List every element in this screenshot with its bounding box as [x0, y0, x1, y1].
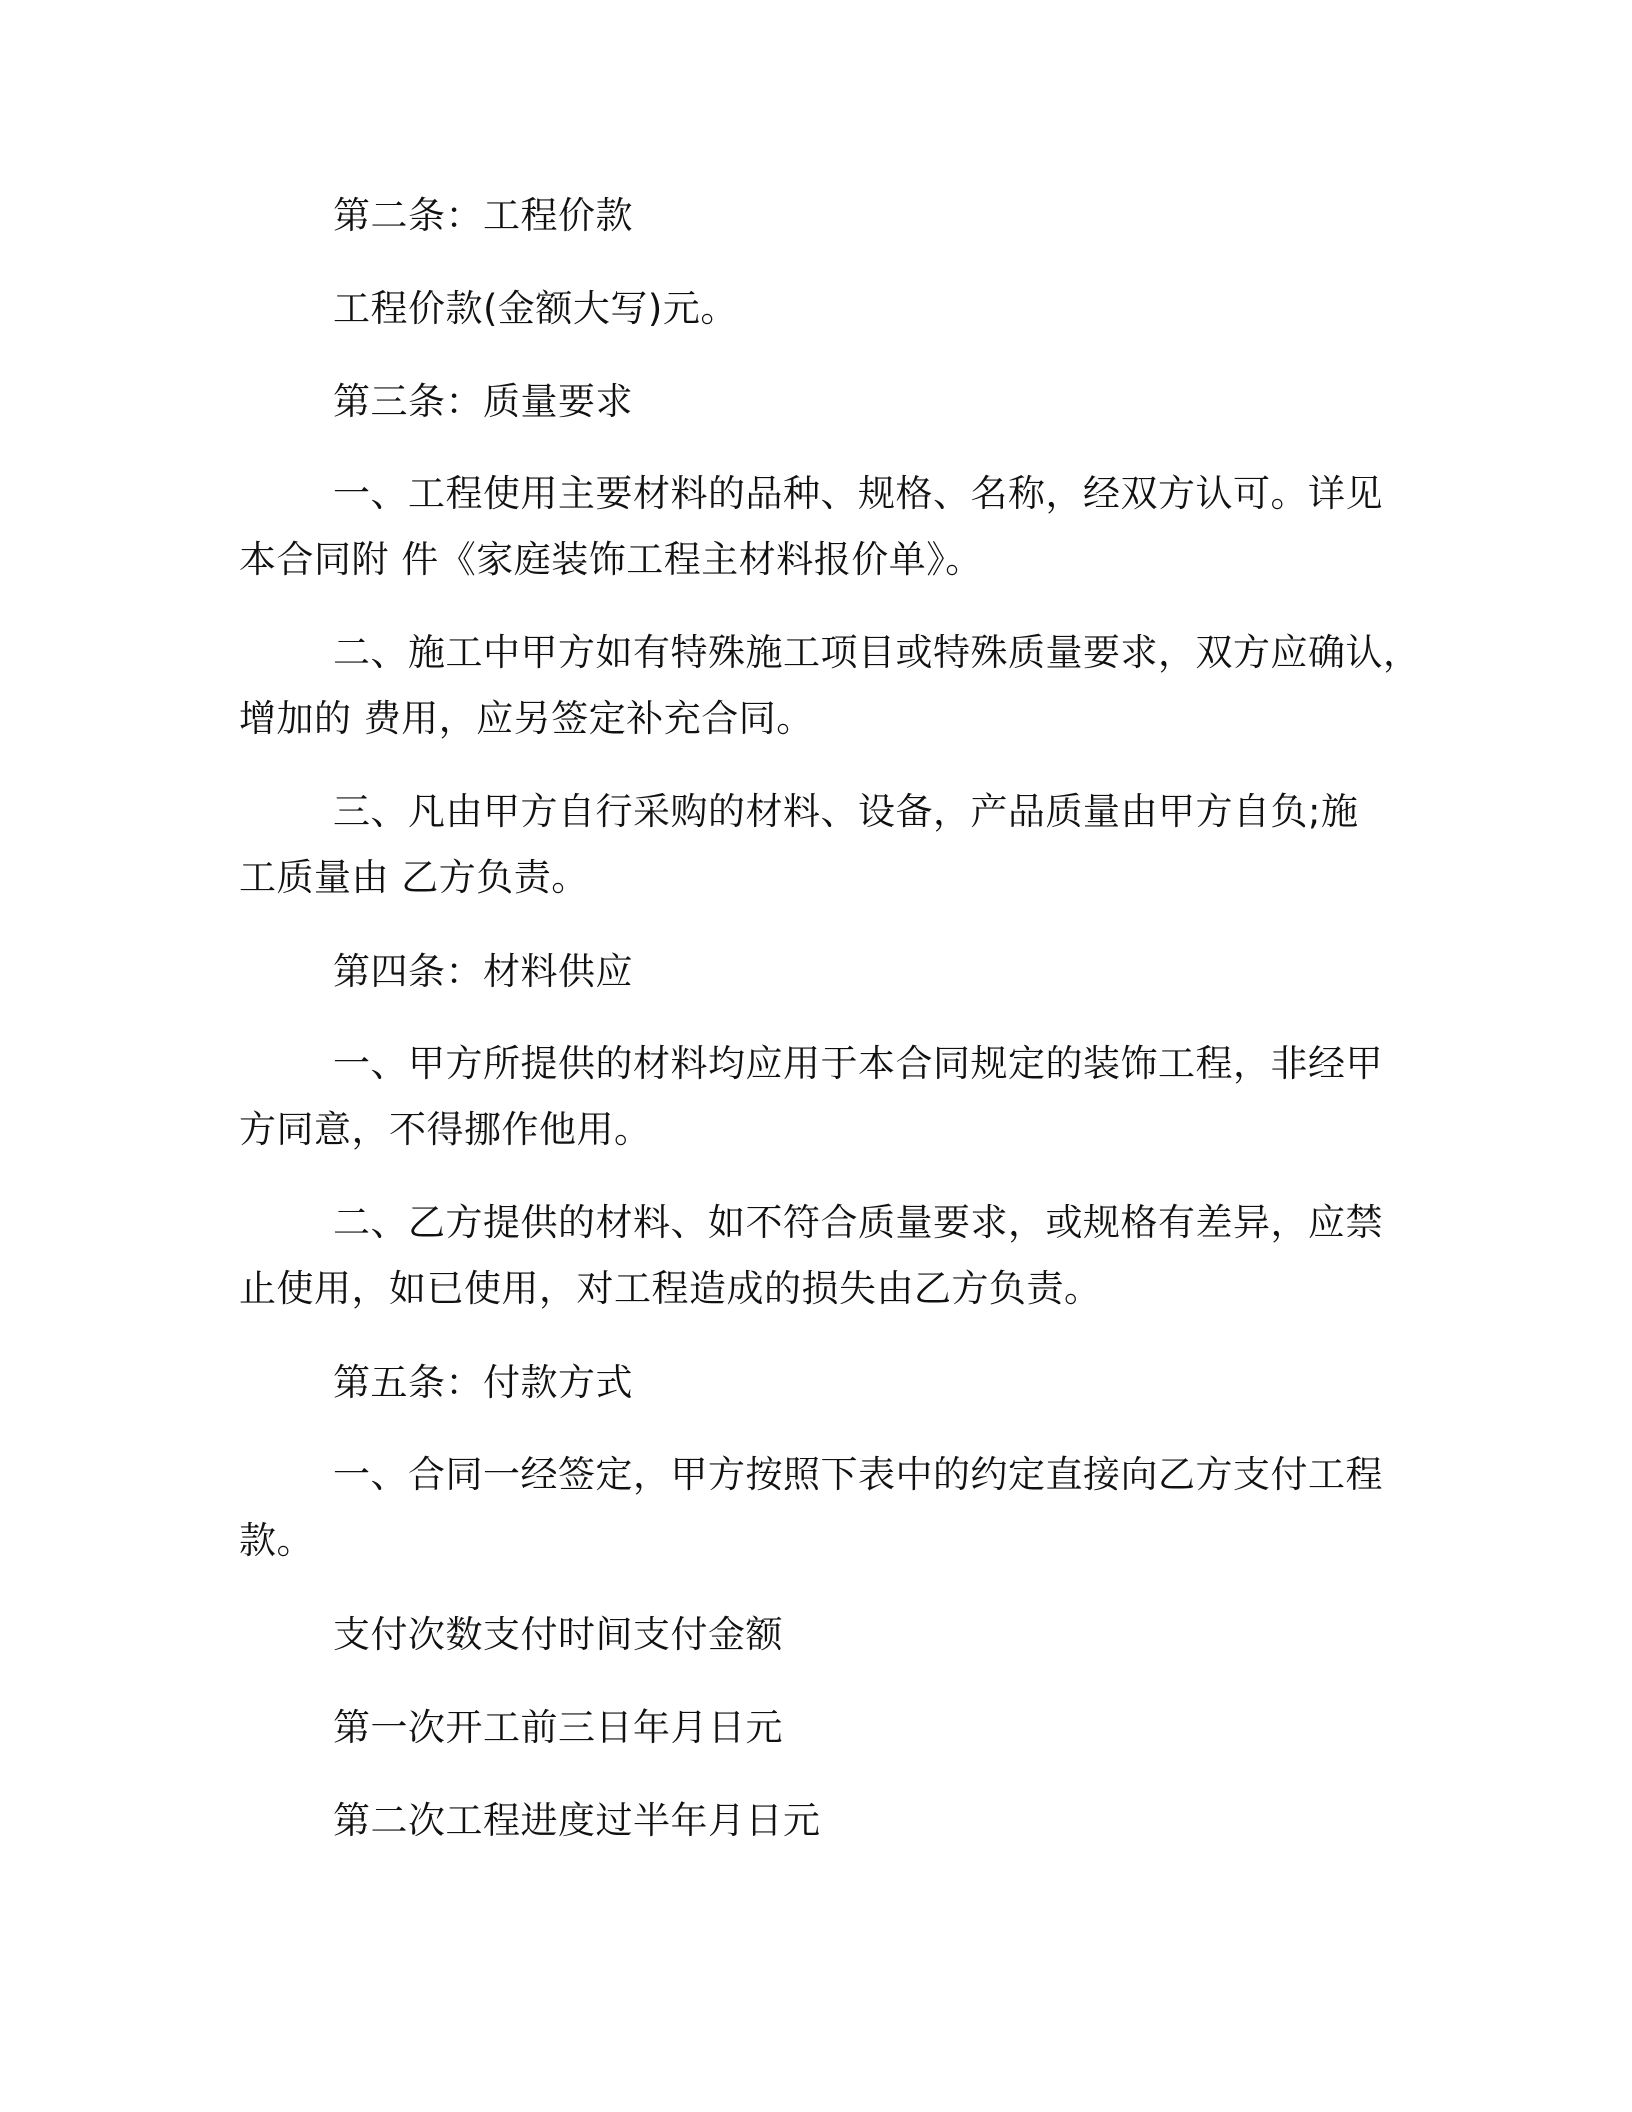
paragraph-line: 二、乙方提供的材料、如不符合质量要求，或规格有差异，应禁 — [333, 1201, 1383, 1244]
paragraph-line: 本合同附 件《家庭装饰工程主材料报价单》。 — [239, 538, 983, 581]
paragraph-price: 工程价款(金额大写)元。 — [333, 287, 738, 330]
article-5-heading: 第五条：付款方式 — [333, 1361, 633, 1404]
payment-row-1: 第一次开工前三日年月日元 — [333, 1706, 783, 1749]
paragraph-line: 二、施工中甲方如有特殊施工项目或特殊质量要求，双方应确认， — [333, 631, 1421, 674]
article-4-heading: 第四条：材料供应 — [333, 950, 633, 993]
payment-table-header: 支付次数支付时间支付金额 — [333, 1613, 783, 1656]
paragraph-line: 三、凡由甲方自行采购的材料、设备，产品质量由甲方自负;施 — [333, 790, 1359, 833]
paragraph-line: 方同意，不得挪作他用。 — [239, 1108, 652, 1151]
paragraph-line: 止使用，如已使用，对工程造成的损失由乙方负责。 — [239, 1267, 1102, 1310]
paragraph-line: 一、甲方所提供的材料均应用于本合同规定的装饰工程，非经甲 — [333, 1042, 1383, 1085]
paragraph-line: 工质量由 乙方负责。 — [239, 856, 589, 899]
article-2-heading: 第二条：工程价款 — [333, 194, 633, 237]
paragraph-line: 一、工程使用主要材料的品种、规格、名称，经双方认可。详见 — [333, 472, 1383, 515]
paragraph-line: 一、合同一经签定，甲方按照下表中的约定直接向乙方支付工程 — [333, 1453, 1383, 1496]
paragraph-line: 款。 — [239, 1519, 314, 1562]
article-3-heading: 第三条：质量要求 — [333, 380, 633, 423]
paragraph-line: 增加的 费用，应另签定补充合同。 — [239, 697, 814, 740]
payment-row-2: 第二次工程进度过半年月日元 — [333, 1799, 821, 1842]
